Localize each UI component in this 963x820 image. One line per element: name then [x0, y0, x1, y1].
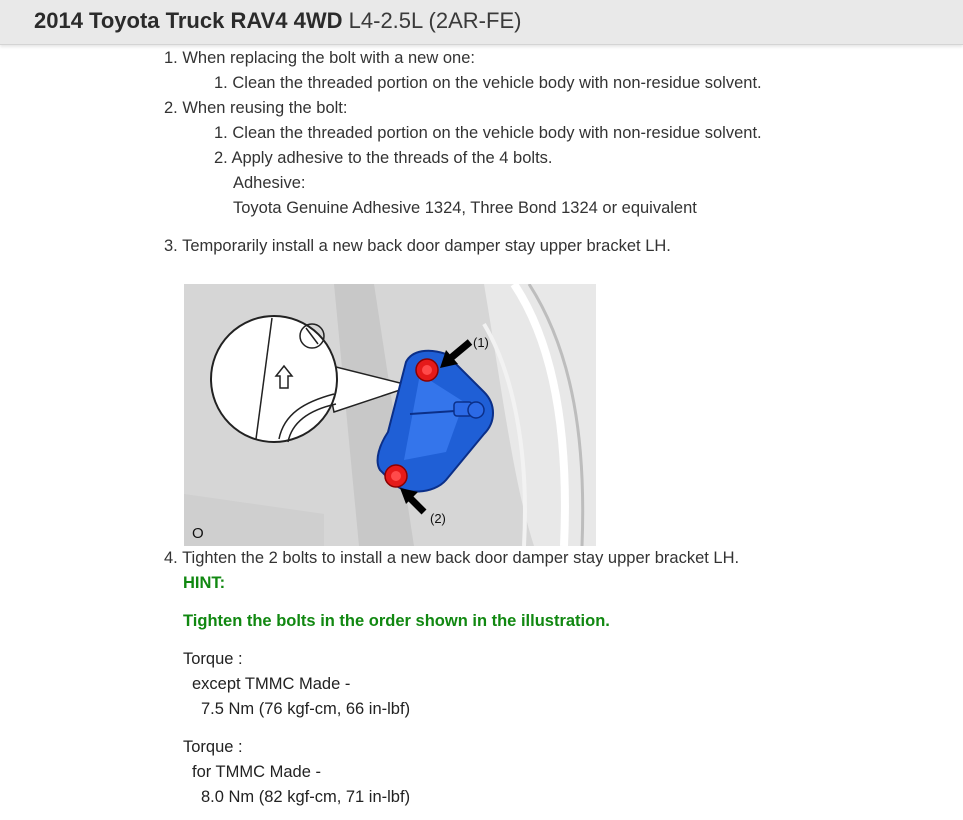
torque-1-condition: except TMMC Made - [192, 675, 351, 693]
step-1-text: When replacing the bolt with a new one: [182, 49, 475, 67]
torque-1-label: Torque : [183, 650, 243, 668]
torque-2-value: 8.0 Nm (82 kgf-cm, 71 in-lbf) [201, 788, 411, 806]
torque-2-label: Torque : [183, 738, 243, 756]
torque-1-value: 7.5 Nm (76 kgf-cm, 66 in-lbf) [201, 700, 411, 718]
figure-id-label: O [192, 525, 204, 542]
step-2-1-number: 1. [214, 124, 228, 142]
vehicle-name: 2014 Toyota Truck RAV4 4WD [34, 8, 343, 33]
page-title [34, 8, 521, 34]
adhesive-value: Toyota Genuine Adhesive 1324, Three Bond 1324 or equivalent [233, 199, 697, 217]
torque-2-condition: for TMMC Made - [192, 763, 321, 781]
step-3-number: 3. [164, 237, 178, 255]
hint-label: HINT: [183, 574, 226, 592]
step-1-1 [214, 72, 762, 94]
step-4-number: 4. [164, 549, 178, 567]
callout-1-label: (1) [473, 335, 489, 350]
step-2-2 [214, 147, 553, 169]
step-2-text: When reusing the bolt: [182, 99, 348, 117]
step-1-1-number: 1. [214, 74, 228, 92]
adhesive-label: Adhesive: [233, 174, 306, 192]
step-4-text: Tighten the 2 bolts to install a new back door damper stay upper bracket LH. [182, 549, 740, 567]
step-2-2-text: Apply adhesive to the threads of the 4 bolts. [231, 149, 553, 167]
step-1-1-text: Clean the threaded portion on the vehicle body with non-residue solvent. [232, 74, 762, 92]
engine-spec: L4-2.5L (2AR-FE) [348, 8, 522, 33]
hint-text: Tighten the bolts in the order shown in the illustration. [183, 612, 610, 630]
callout-2-label: (2) [430, 511, 446, 526]
step-1-number: 1. [164, 49, 178, 67]
step-3 [164, 235, 671, 257]
step-1 [164, 47, 475, 69]
bracket-drawing [184, 284, 596, 546]
bracket-illustration [184, 284, 596, 546]
step-2-number: 2. [164, 99, 178, 117]
step-2-1-text: Clean the threaded portion on the vehicle body with non-residue solvent. [232, 124, 762, 142]
step-2 [164, 97, 347, 119]
step-2-1 [214, 122, 762, 144]
step-2-2-number: 2. [214, 149, 228, 167]
step-4 [164, 547, 739, 569]
step-3-text: Temporarily install a new back door damper stay upper bracket LH. [182, 237, 671, 255]
page-header [0, 0, 963, 45]
